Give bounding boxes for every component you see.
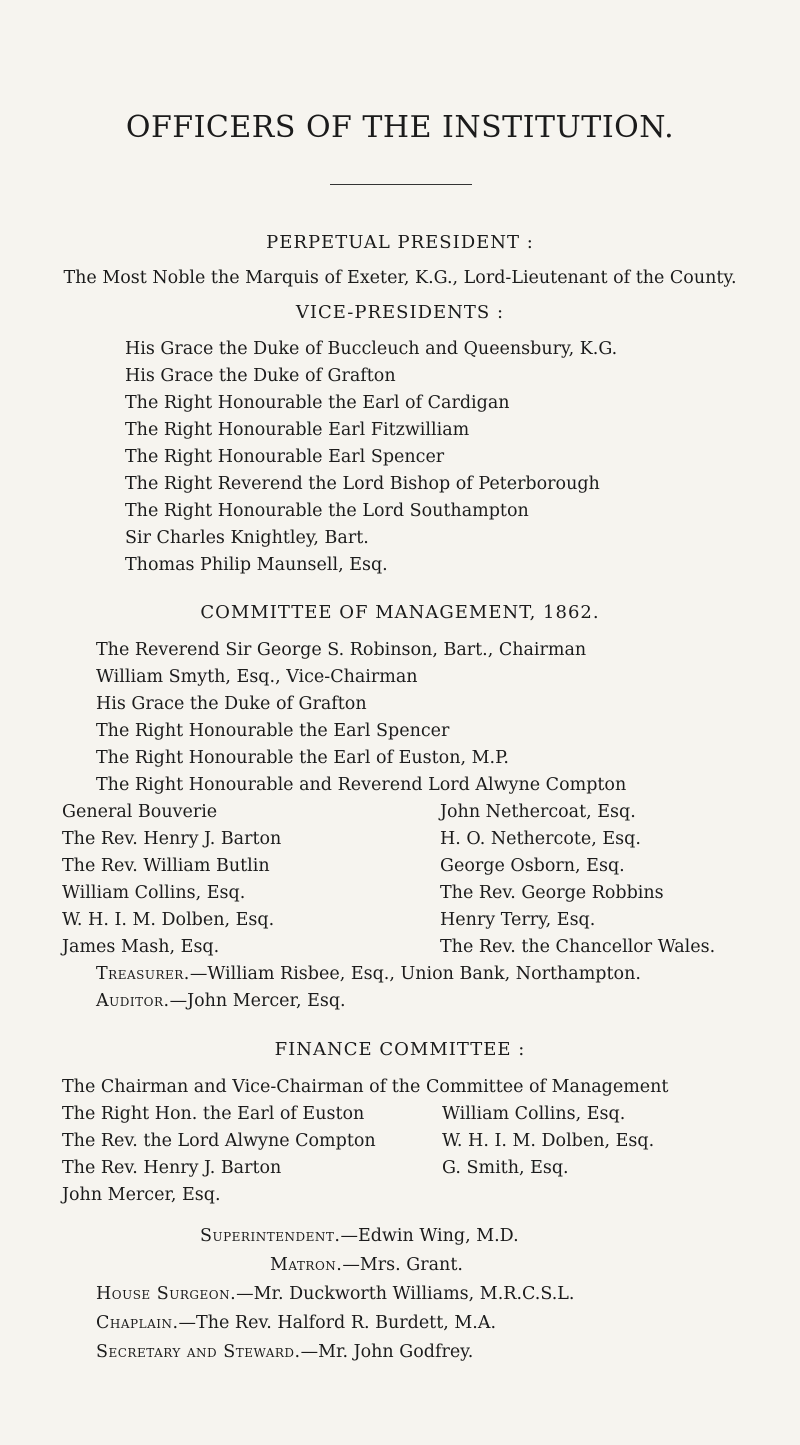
finance-right-item: G. Smith, Esq. [442, 1158, 569, 1178]
management-lead-item: The Right Honourable and Reverend Lord Alwyne Compton [96, 775, 627, 795]
president-heading: PERPETUAL PRESIDENT : [266, 232, 534, 253]
finance-left-item: John Mercer, Esq. [62, 1185, 221, 1205]
management-lead-item: William Smyth, Esq., Vice-Chairman [96, 667, 418, 687]
vice-president-item: The Right Reverend the Lord Bishop of Peterborough [125, 474, 600, 494]
finance-right-item: W. H. I. M. Dolben, Esq. [442, 1131, 655, 1151]
management-right-item: The Rev. the Chancellor Wales. [440, 937, 716, 957]
staff-value: —The Rev. Halford R. Burdett, M.A. [178, 1313, 497, 1333]
management-lead-item: The Right Honourable the Earl Spencer [96, 721, 450, 741]
management-right-item: George Osborn, Esq. [440, 856, 625, 876]
management-left-item: James Mash, Esq. [62, 937, 220, 957]
vice-president-item: Sir Charles Knightley, Bart. [125, 528, 369, 548]
management-left-item: General Bouverie [62, 802, 218, 822]
staff-label: Matron. [270, 1255, 343, 1275]
staff-chaplain [96, 1313, 496, 1333]
auditor-label: Auditor. [96, 991, 170, 1011]
management-lead-item: The Right Honourable the Earl of Euston, M.P. [96, 748, 509, 768]
finance-heading: FINANCE COMMITTEE : [274, 1039, 526, 1060]
vice-president-item: The Right Honourable Earl Fitzwilliam [125, 420, 470, 440]
staff-label: House Surgeon. [96, 1284, 237, 1304]
staff-house-surgeon [96, 1284, 574, 1304]
title-divider [330, 184, 472, 185]
management-lead-item: The Reverend Sir George S. Robinson, Bart., Chairman [96, 640, 587, 660]
treasurer-label: Treasurer. [96, 964, 190, 984]
staff-value: —Mr. John Godfrey. [300, 1342, 474, 1362]
management-right-item: Henry Terry, Esq. [440, 910, 596, 930]
vice-presidents-heading: VICE-PRESIDENTS : [295, 302, 505, 323]
staff-matron [270, 1255, 463, 1275]
staff-label: Chaplain. [96, 1313, 179, 1333]
management-left-item: The Rev. William Butlin [62, 856, 270, 876]
staff-value: —Mr. Duckworth Williams, M.R.C.S.L. [236, 1284, 575, 1304]
staff-value: —Edwin Wing, M.D. [340, 1226, 519, 1246]
management-left-item: The Rev. Henry J. Barton [62, 829, 282, 849]
finance-left-item: The Right Hon. the Earl of Euston [62, 1104, 365, 1124]
staff-secretary [96, 1342, 473, 1362]
vice-president-item: The Right Honourable the Earl of Cardigan [125, 393, 510, 413]
vice-president-item: The Right Honourable the Lord Southampton [125, 501, 529, 521]
vice-president-item: His Grace the Duke of Grafton [125, 366, 396, 386]
auditor-line [96, 991, 346, 1011]
treasurer-line [96, 964, 641, 984]
page-title: OFFICERS OF THE INSTITUTION. [125, 110, 675, 145]
finance-left-item: The Rev. the Lord Alwyne Compton [62, 1131, 376, 1151]
staff-value: —Mrs. Grant. [342, 1255, 463, 1275]
vice-president-item: His Grace the Duke of Buccleuch and Queensbury, K.G. [125, 339, 618, 359]
management-right-item: John Nethercoat, Esq. [440, 802, 636, 822]
management-right-item: H. O. Nethercote, Esq. [440, 829, 641, 849]
finance-right-item: William Collins, Esq. [442, 1104, 626, 1124]
management-right-item: The Rev. George Robbins [440, 883, 664, 903]
staff-label: Superintendent. [200, 1226, 341, 1246]
auditor-value: —John Mercer, Esq. [169, 991, 346, 1011]
president-name: The Most Noble the Marquis of Exeter, K.G., Lord-Lieutenant of the County. [63, 268, 737, 288]
management-heading: COMMITTEE OF MANAGEMENT, 1862. [200, 602, 600, 623]
staff-label: Secretary and Steward. [96, 1342, 301, 1362]
treasurer-value: —William Risbee, Esq., Union Bank, Northampton. [189, 964, 641, 984]
vice-president-item: Thomas Philip Maunsell, Esq. [125, 555, 388, 575]
management-lead-item: His Grace the Duke of Grafton [96, 694, 367, 714]
finance-lead: The Chairman and Vice-Chairman of the Committee of Management [62, 1077, 669, 1097]
vice-president-item: The Right Honourable Earl Spencer [125, 447, 445, 467]
staff-superintendent [200, 1226, 519, 1246]
management-left-item: William Collins, Esq. [62, 883, 246, 903]
finance-left-item: The Rev. Henry J. Barton [62, 1158, 282, 1178]
management-left-item: W. H. I. M. Dolben, Esq. [62, 910, 275, 930]
